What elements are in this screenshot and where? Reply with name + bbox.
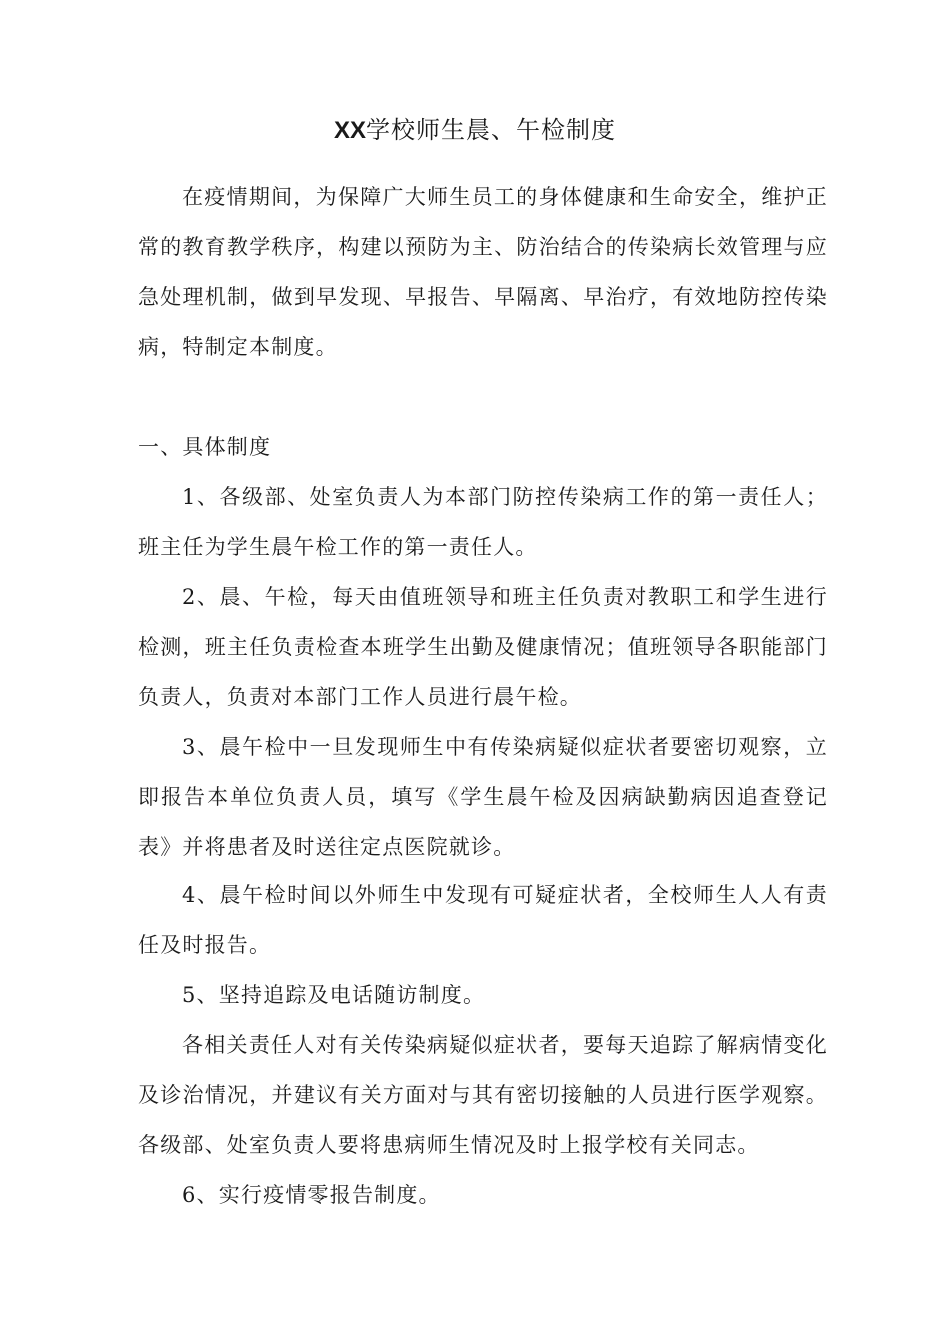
document-title [0, 112, 950, 149]
title-prefix: XX [333, 117, 366, 144]
item-5-detail: 各相关责任人对有关传染病疑似症状者，要每天追踪了解病情变化及诊治情况，并建议有关方面对与其有密切接触的人员进行医学观察。各级部、处室负责人要将患病师生情况及时上报学校有关同志。 [138, 1033, 828, 1157]
item-3: 3、晨午检中一旦发现师生中有传染病疑似症状者要密切观察，立即报告本单位负责人员，填写《学生晨午检及因病缺勤病因追查登记表》并将患者及时送往定点医院就诊。 [138, 735, 828, 859]
item-4: 4、晨午检时间以外师生中发现有可疑症状者，全校师生人人有责任及时报告。 [138, 883, 828, 957]
item-2: 2、晨、午检，每天由值班领导和班主任负责对教职工和学生进行检测，班主任负责检查本班学生出勤及健康情况；值班领导各职能部门负责人，负责对本部门工作人员进行晨午检。 [138, 585, 828, 709]
item-6: 6、实行疫情零报告制度。 [182, 1183, 441, 1207]
title-text: 学校师生晨、午检制度 [366, 116, 616, 144]
section-heading: 一、具体制度 [138, 435, 272, 459]
item-1: 1、各级部、处室负责人为本部门防控传染病工作的第一责任人；班主任为学生晨午检工作的第一责任人。 [138, 485, 828, 559]
item-5: 5、坚持追踪及电话随访制度。 [182, 983, 486, 1007]
intro-paragraph: 在疫情期间，为保障广大师生员工的身体健康和生命安全，维护正常的教育教学秩序，构建以预防为主、防治结合的传染病长效管理与应急处理机制，做到早发现、早报告、早隔离、早治疗，有效地防控传染病，特制定本制度。 [138, 185, 828, 359]
